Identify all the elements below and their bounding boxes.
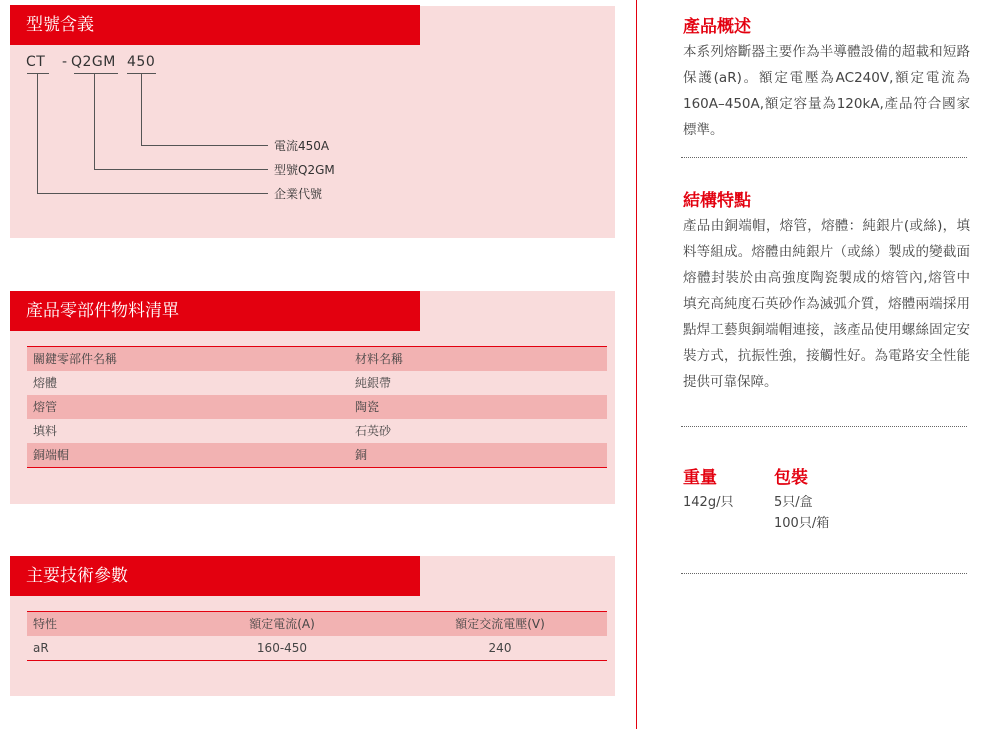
materials-header-part: 關鍵零部件名稱 [33, 352, 118, 366]
column-divider [636, 0, 637, 729]
weight-title: 重量 [683, 468, 717, 488]
model-meaning-title: 型號含義 [10, 5, 420, 45]
label-model: 型號Q2GM [274, 163, 335, 177]
material-name: 銅 [355, 448, 368, 462]
leader-prefix-vertical [37, 73, 38, 193]
code-prefix: CT [26, 54, 46, 70]
table-row [27, 371, 607, 395]
part-name: 填料 [33, 424, 58, 438]
dotted-separator-1 [681, 157, 967, 158]
model-meaning-panel [10, 6, 615, 238]
table-row [27, 443, 607, 467]
spec-property: aR [33, 641, 49, 655]
part-name: 熔體 [33, 376, 58, 390]
materials-header-material: 材料名稱 [355, 352, 404, 366]
material-name: 石英砂 [355, 424, 392, 438]
material-name: 陶瓷 [355, 400, 380, 414]
material-name: 純銀帶 [355, 376, 392, 390]
code-rating: 450 [127, 54, 156, 70]
specs-header-property: 特性 [33, 617, 58, 631]
leader-rating-horizontal [141, 145, 268, 146]
part-name: 銅端帽 [33, 448, 70, 462]
code-dash: - [62, 54, 68, 70]
code-model: Q2GM [71, 54, 116, 70]
part-name: 熔管 [33, 400, 58, 414]
label-current: 電流450A [274, 139, 330, 153]
specs-header-current: 額定電流(A) [249, 617, 315, 631]
materials-title: 產品零部件物料清單 [10, 291, 420, 331]
table-row [27, 419, 607, 443]
dotted-separator-2 [681, 426, 967, 427]
materials-panel [10, 291, 615, 504]
table-row [27, 636, 607, 660]
specs-panel [10, 556, 615, 696]
table-row [27, 395, 607, 419]
overview-title: 產品概述 [683, 17, 751, 37]
materials-header-row [27, 347, 607, 371]
dotted-separator-3 [681, 573, 967, 574]
leader-model-horizontal [94, 169, 268, 170]
specs-bottom-rule [27, 660, 607, 661]
leader-model-vertical [94, 73, 95, 169]
spec-current: 160-450 [256, 641, 308, 655]
packing-value-box: 5只/盒 [774, 495, 813, 510]
specs-header-voltage: 額定交流電壓(V) [455, 617, 545, 631]
code-model-underline [74, 73, 118, 74]
materials-bottom-rule [27, 467, 607, 468]
label-company: 企業代號 [274, 187, 323, 201]
structure-text: 產品由銅端帽，熔管，熔體：純銀片(或絲)，填料等組成。熔體由純銀片（或絲）製成的變截面熔體封裝於由高強度陶瓷製成的熔管內,熔管中填充高純度石英砂作為滅弧介質，熔體兩端採用點焊工藝與銅端帽連接，該產品使用螺絲固定安裝方式，抗振性強，接觸性好。為電路安全性能提供可靠保障。 [683, 218, 970, 390]
specs-header-row [27, 612, 607, 636]
structure-title: 結構特點 [683, 191, 751, 211]
leader-rating-vertical [141, 73, 142, 145]
leader-prefix-horizontal [37, 193, 268, 194]
packing-title: 包裝 [774, 468, 808, 488]
code-prefix-underline [27, 73, 49, 74]
packing-value-case: 100只/箱 [774, 516, 830, 531]
specs-title: 主要技術參數 [10, 556, 420, 596]
overview-text: 本系列熔斷器主要作為半導體設備的超載和短路保護(aR)。額定電壓為AC240V,額定電流為160A–450A,額定容量為120kA,產品符合國家標準。 [683, 44, 970, 138]
spec-voltage: 240 [488, 641, 512, 655]
weight-value: 142g/只 [683, 495, 734, 510]
